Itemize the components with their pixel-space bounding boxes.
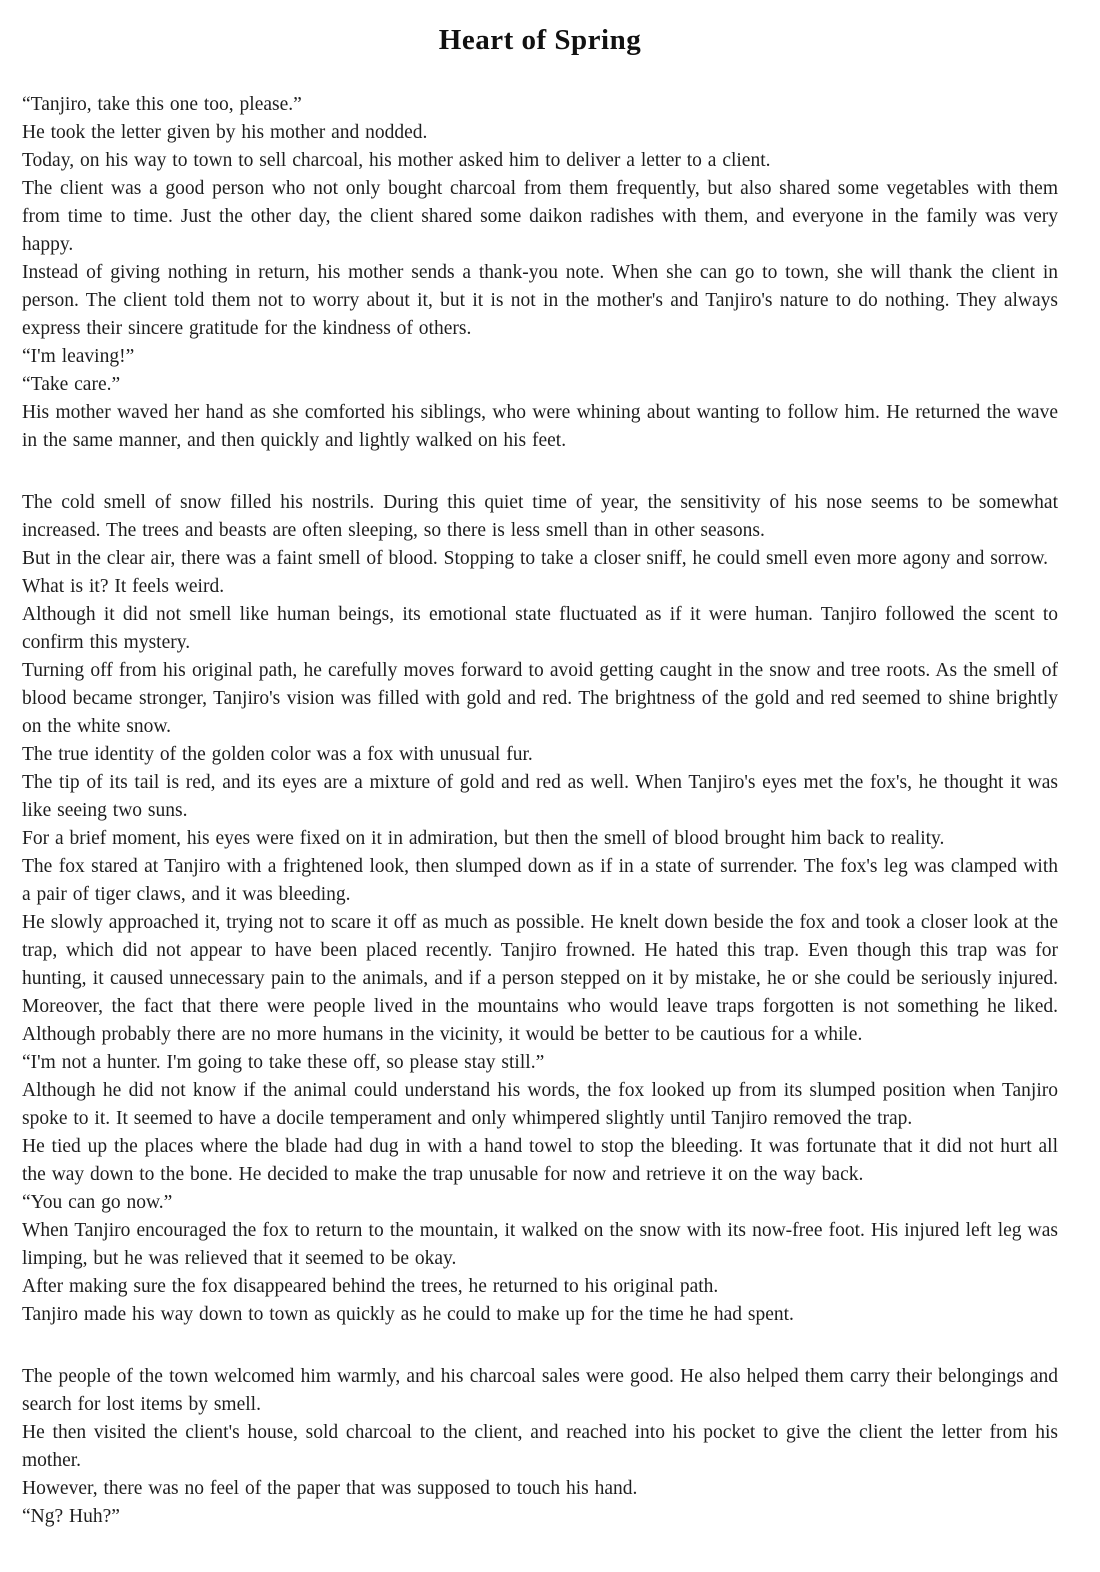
story-paragraph: He then visited the client's house, sold charcoal to the client, and reached into his pocket to give the client the letter from his mother.	[22, 1422, 1058, 1471]
story-paragraph: “Take care.”	[22, 374, 121, 395]
story-paragraph: The fox stared at Tanjiro with a frightened look, then slumped down as if in a state of surrender. The fox's leg was clamped with a pair of tiger claws, and it was bleeding.	[22, 856, 1058, 905]
story-paragraph: “You can go now.”	[22, 1192, 173, 1213]
story-paragraph: His mother waved her hand as she comforted his siblings, who were whining about wanting to follow him. He returned the wave in the same manner, and then quickly and lightly walked on his feet.	[22, 402, 1058, 451]
story-paragraph: The true identity of the golden color was a fox with unusual fur.	[22, 744, 533, 765]
story-section	[22, 91, 1058, 455]
story-section	[22, 489, 1058, 1329]
story-paragraph: He took the letter given by his mother and nodded.	[22, 122, 428, 143]
story-paragraph: The cold smell of snow filled his nostrils. During this quiet time of year, the sensitivity of his nose seems to be somewhat increased. The trees and beasts are often sleeping, so there is less smell than in other seasons.	[22, 492, 1058, 541]
story-paragraph: Although he did not know if the animal could understand his words, the fox looked up from its slumped position when Tanjiro spoke to it. It seemed to have a docile temperament and only whimpered slightly until Tanjiro removed the trap.	[22, 1080, 1058, 1129]
story-paragraph: The tip of its tail is red, and its eyes are a mixture of gold and red as well. When Tanjiro's eyes met the fox's, he thought it was like seeing two suns.	[22, 772, 1058, 821]
story-paragraph: After making sure the fox disappeared behind the trees, he returned to his original path.	[22, 1276, 719, 1297]
story-paragraph: He slowly approached it, trying not to scare it off as much as possible. He knelt down beside the fox and took a closer look at the trap, which did not appear to have been placed recently. Tanjiro frowned. He hated this trap. Even though this trap was for hunting, it caused unnecessary pain to the animals, and if a person stepped on it by mistake, he or she could be seriously injured. Moreover, the fact that there were people lived in the mountains who would leave traps forgotten is not something he liked. Although probably there are no more humans in the vicinity, it would be better to be cautious for a while.	[22, 912, 1058, 1045]
story-paragraph: Today, on his way to town to sell charcoal, his mother asked him to deliver a letter to a client.	[22, 150, 771, 171]
page-title: Heart of Spring	[438, 24, 642, 56]
story-paragraph: The people of the town welcomed him warmly, and his charcoal sales were good. He also helped them carry their belongings and search for lost items by smell.	[22, 1366, 1058, 1415]
story-paragraph: What is it? It feels weird.	[22, 576, 225, 597]
story-paragraph: For a brief moment, his eyes were fixed on it in admiration, but then the smell of blood brought him back to reality.	[22, 828, 945, 849]
story-paragraph: Turning off from his original path, he carefully moves forward to avoid getting caught in the snow and tree roots. As the smell of blood became stronger, Tanjiro's vision was filled with gold and red. The brightness of the gold and red seemed to shine brightly on the white snow.	[22, 660, 1058, 737]
story-paragraph: “Tanjiro, take this one too, please.”	[22, 94, 302, 115]
story-paragraph: He tied up the places where the blade had dug in with a hand towel to stop the bleeding. It was fortunate that it did not hurt all the way down to the bone. He decided to make the trap unusable for now and retrieve it on the way back.	[22, 1136, 1058, 1185]
story-paragraph: “Ng? Huh?”	[22, 1506, 120, 1527]
story-paragraph: However, there was no feel of the paper that was supposed to touch his hand.	[22, 1478, 638, 1499]
story-paragraph: But in the clear air, there was a faint smell of blood. Stopping to take a closer sniff, he could smell even more agony and sorrow.	[22, 548, 1049, 569]
story-paragraph: Although it did not smell like human beings, its emotional state fluctuated as if it were human. Tanjiro followed the scent to confirm this mystery.	[22, 604, 1058, 653]
story-body	[22, 91, 1058, 1531]
story-paragraph: “I'm leaving!”	[22, 346, 135, 367]
story-paragraph: When Tanjiro encouraged the fox to return to the mountain, it walked on the snow with its now-free foot. His injured left leg was limping, but he was relieved that it seemed to be okay.	[22, 1220, 1058, 1269]
story-paragraph: Tanjiro made his way down to town as quickly as he could to make up for the time he had spent.	[22, 1304, 794, 1325]
story-paragraph: The client was a good person who not only bought charcoal from them frequently, but also shared some vegetables with them from time to time. Just the other day, the client shared some daikon radishes with them, and everyone in the family was very happy.	[22, 178, 1058, 255]
story-paragraph: “I'm not a hunter. I'm going to take these off, so please stay still.”	[22, 1052, 545, 1073]
story-paragraph: Instead of giving nothing in return, his mother sends a thank-you note. When she can go to town, she will thank the client in person. The client told them not to worry about it, but it is not in the mother's and Tanjiro's nature to do nothing. They always express their sincere gratitude for the kindness of others.	[22, 262, 1058, 339]
story-section	[22, 1363, 1058, 1531]
